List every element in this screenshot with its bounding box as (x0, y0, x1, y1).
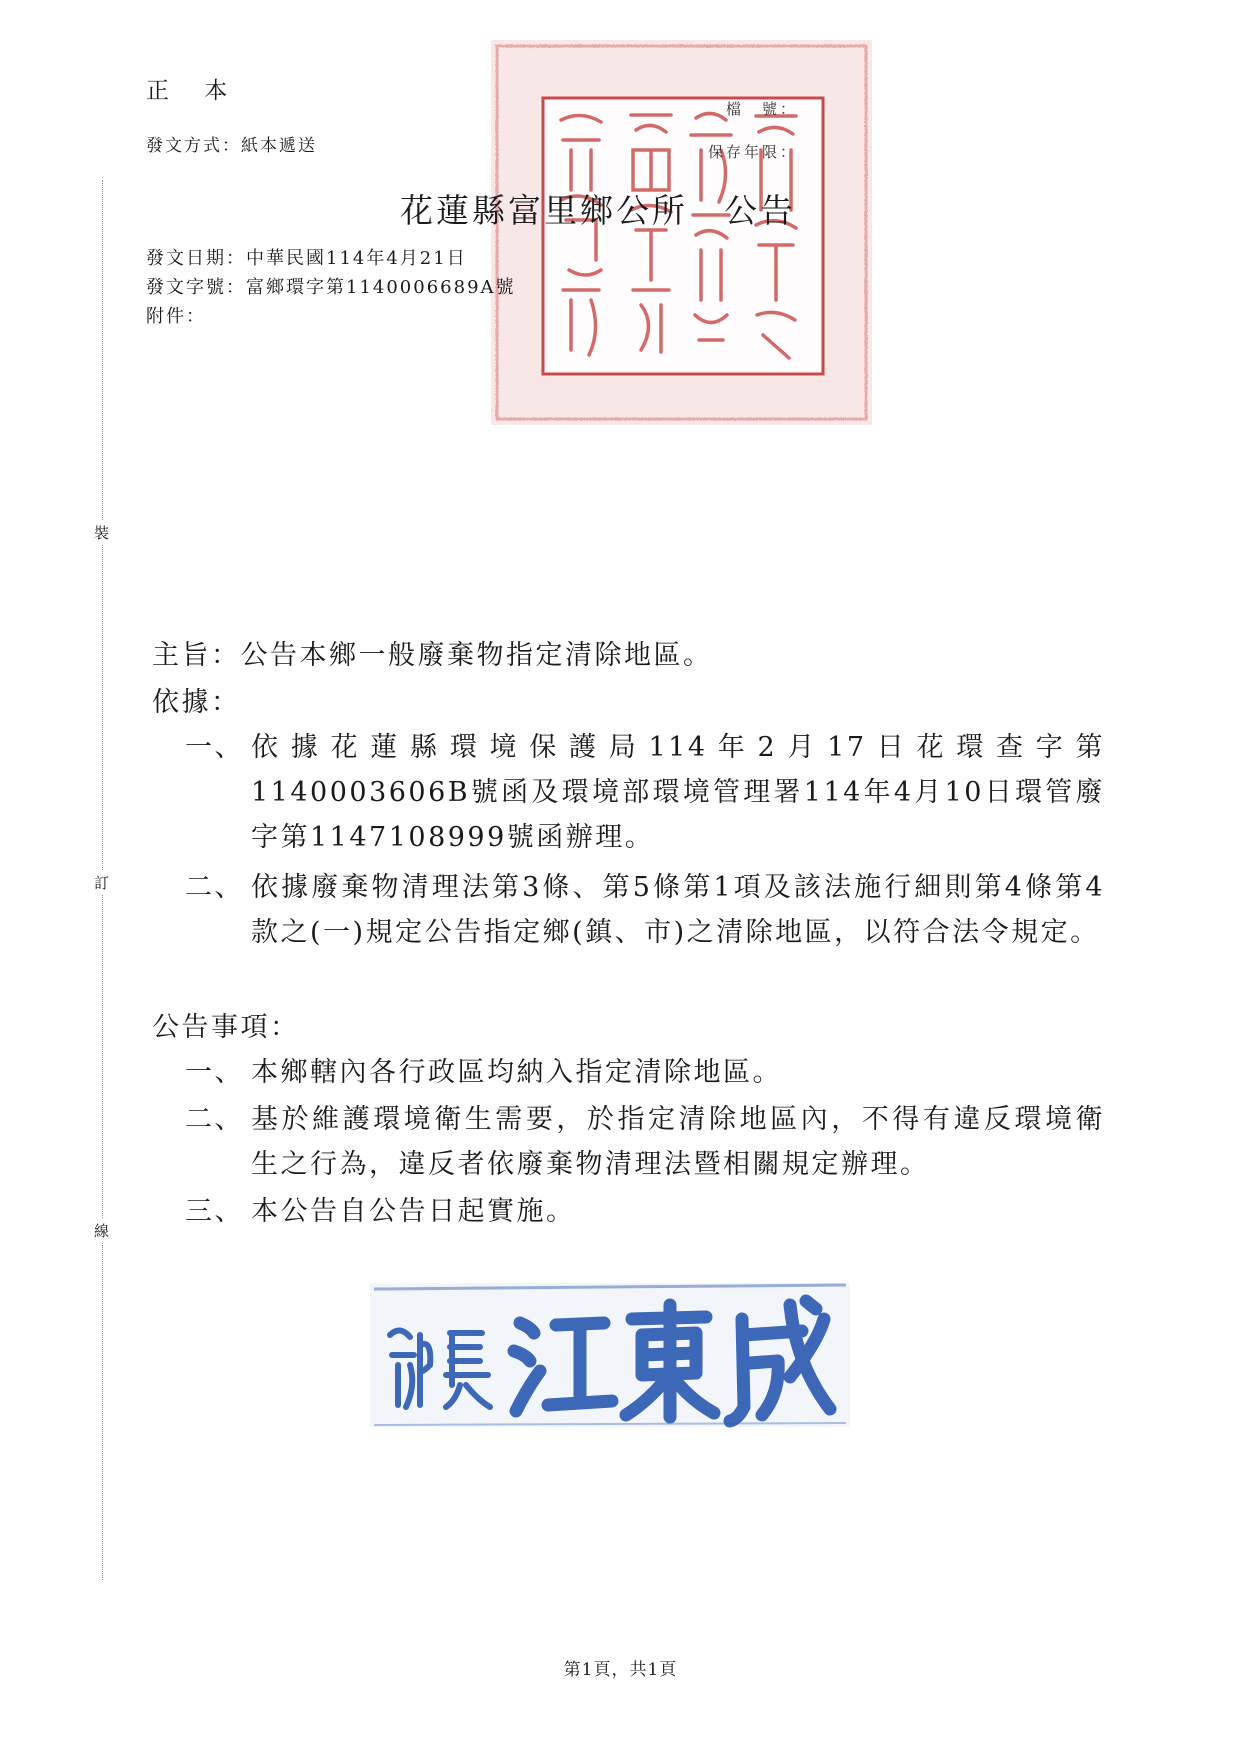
notice-item-text: 本公告自公告日起實施。 (251, 1196, 576, 1227)
document-number: 發文字號：富鄉環字第1140006689A號 (146, 277, 516, 298)
binding-mark-middle: 訂 (94, 870, 109, 895)
basis-heading: 依據： (152, 687, 241, 718)
notice-heading: 公告事項： (152, 1012, 300, 1043)
notice-item (185, 1050, 1105, 1095)
notice-item (185, 1097, 1105, 1187)
basis-item-mark: 一、 (185, 732, 244, 763)
signature-stamp (370, 1275, 850, 1435)
basis-item-text: 依據廢棄物清理法第3條、第5條第1項及該法施行細則第4條第4款之(一)規定公告指定鄉(鎮、市)之清除地區，以符合法令規定。 (251, 872, 1105, 948)
notice-item-text: 基於維護環境衛生需要，於指定清除地區內，不得有違反環境衛生之行為，違反者依廢棄物清理法暨相關規定辦理。 (251, 1104, 1105, 1180)
attachment-label: 附件： (146, 306, 206, 327)
dispatch-method: 發文方式：紙本遞送 (146, 136, 317, 156)
official-seal-stamp (491, 40, 872, 425)
basis-item-text: 依據花蓮縣環境保護局114年2月17日花環查字第1140003606B號函及環境部環境管理署114年4月10日環管廢字第1147108999號函辦理。 (251, 732, 1105, 853)
binding-mark-bottom: 線 (94, 1218, 109, 1243)
page-title: 花蓮縣富里鄉公所 公告 (400, 191, 796, 230)
copy-label: 正 本 (146, 78, 242, 104)
issue-date: 發文日期：中華民國114年4月21日 (146, 248, 467, 269)
file-labels (708, 98, 798, 184)
basis-item (185, 865, 1105, 955)
basis-item (185, 725, 1105, 860)
notice-item (185, 1189, 1105, 1234)
basis-item-mark: 二、 (185, 872, 244, 903)
notice-item-mark: 二、 (185, 1104, 244, 1135)
file-number-label: 檔 號： (726, 100, 799, 118)
notice-item-mark: 三、 (185, 1196, 244, 1227)
subject-line: 主旨：公告本鄉一般廢棄物指定清除地區。 (152, 640, 713, 671)
binding-mark-top: 裝 (94, 520, 109, 545)
page-number: 第1頁，共1頁 (563, 1660, 678, 1680)
notice-item-text: 本鄉轄內各行政區均納入指定清除地區。 (251, 1057, 782, 1088)
retention-period-label: 保存年限： (708, 143, 799, 161)
notice-item-mark: 一、 (185, 1057, 244, 1088)
